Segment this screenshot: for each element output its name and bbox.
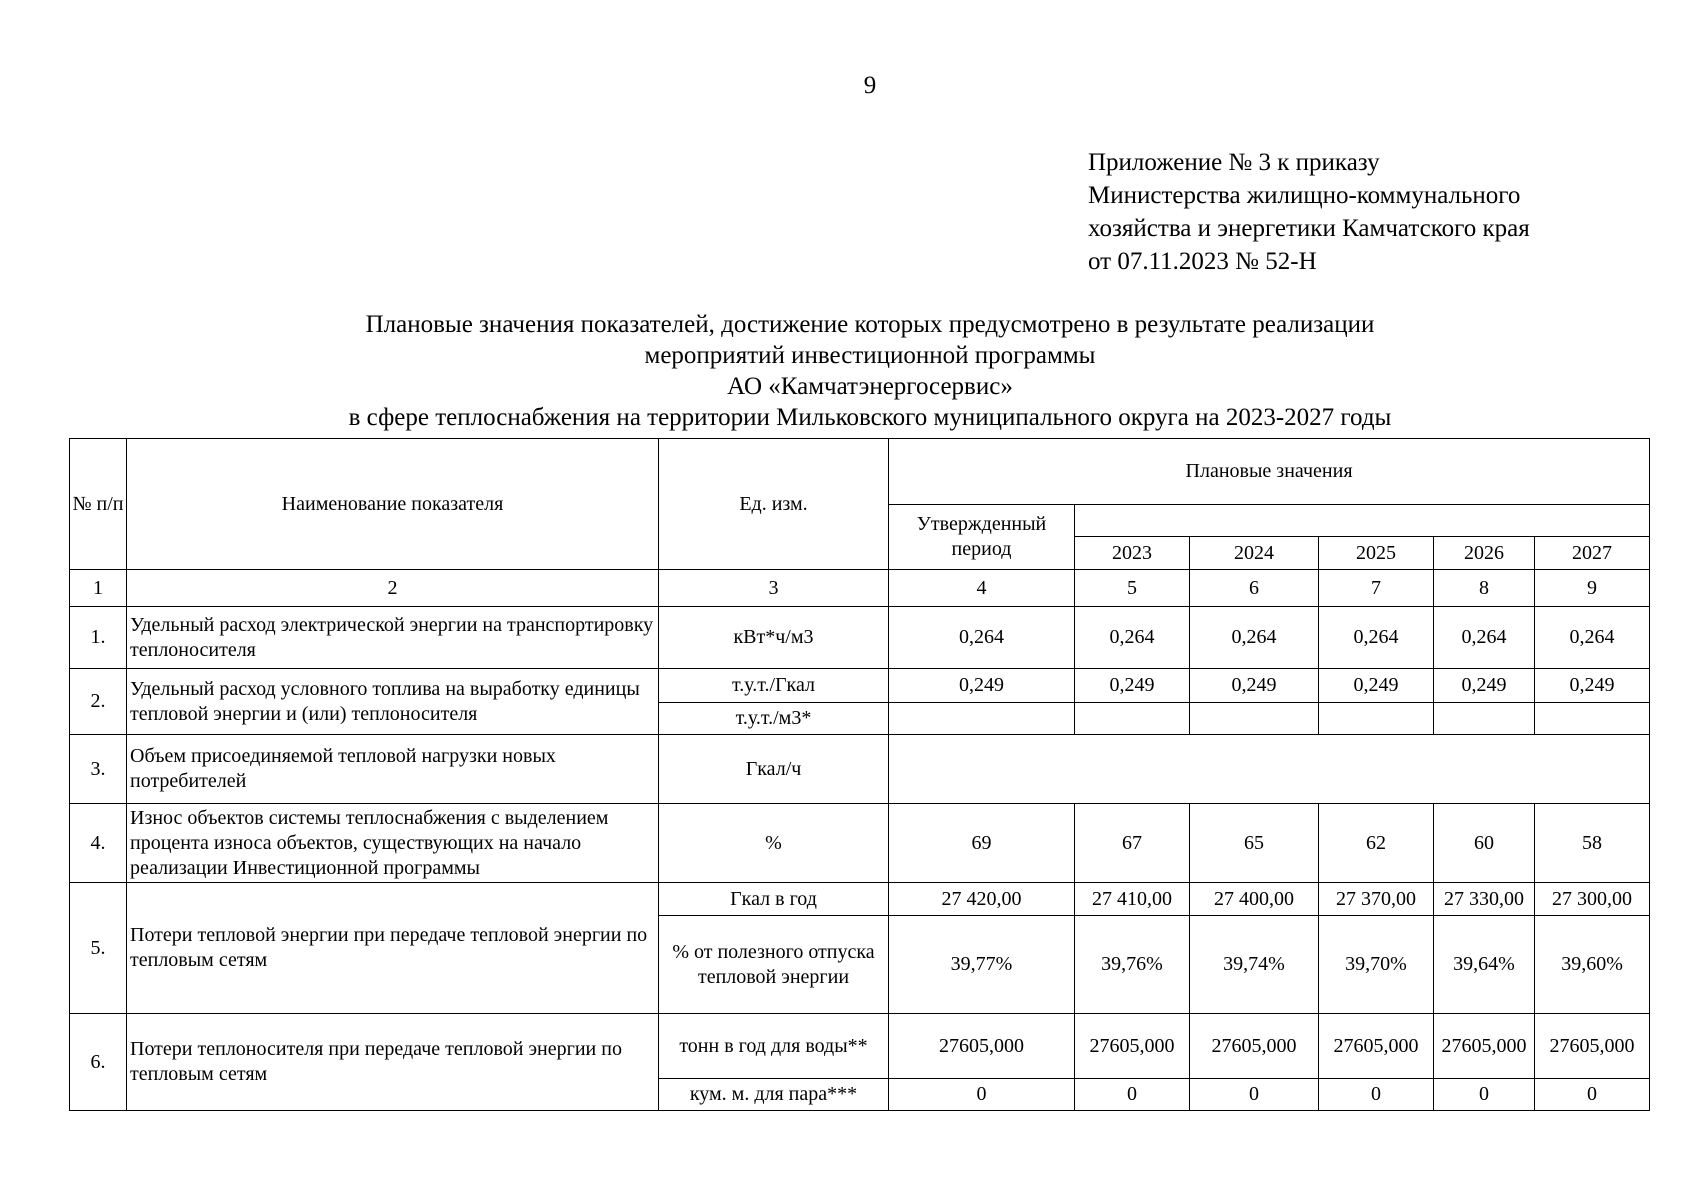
row-value: 0,264 bbox=[1190, 607, 1319, 669]
column-number: 6 bbox=[1190, 570, 1319, 607]
row-unit: % от полезного отпуска тепловой энергии bbox=[659, 916, 889, 1014]
row-value: 0,264 bbox=[1535, 607, 1650, 669]
row-value bbox=[889, 703, 1075, 735]
row-value: 0,264 bbox=[1319, 607, 1434, 669]
appendix-reference bbox=[1088, 146, 1530, 278]
row-value: 39,74% bbox=[1190, 916, 1319, 1014]
table-row bbox=[70, 804, 1650, 883]
title-line: мероприятий инвестиционной программы bbox=[644, 342, 1096, 369]
row-value: 0,249 bbox=[889, 669, 1075, 703]
header-year: 2023 bbox=[1075, 537, 1190, 570]
appendix-line: хозяйства и энергетики Камчатского края bbox=[1088, 215, 1530, 242]
row-value bbox=[1535, 703, 1650, 735]
appendix-line: Министерства жилищно-коммунального bbox=[1088, 182, 1521, 209]
row-name: Объем присоединяемой тепловой нагрузки новых потребителей bbox=[127, 735, 659, 804]
row-value: 27 400,00 bbox=[1190, 883, 1319, 916]
header-row bbox=[70, 439, 1650, 505]
row-value bbox=[1075, 703, 1190, 735]
title-line: АО «Камчатэнергосервис» bbox=[727, 373, 1013, 400]
table-row bbox=[70, 669, 1650, 703]
column-number-row bbox=[70, 570, 1650, 607]
row-num: 6. bbox=[70, 1014, 127, 1111]
row-value: 27605,000 bbox=[889, 1014, 1075, 1079]
header-name: Наименование показателя bbox=[127, 439, 659, 570]
row-num: 3. bbox=[70, 735, 127, 804]
row-value: 27 420,00 bbox=[889, 883, 1075, 916]
row-value: 27 300,00 bbox=[1535, 883, 1650, 916]
header-approved-period: Утвержденный период bbox=[889, 505, 1075, 570]
row-value: 39,64% bbox=[1434, 916, 1535, 1014]
row-value: 0,249 bbox=[1190, 669, 1319, 703]
document-title bbox=[0, 309, 1698, 433]
row-value: 0 bbox=[1190, 1079, 1319, 1111]
row-unit: кВт*ч/м3 bbox=[659, 607, 889, 669]
row-value: 39,70% bbox=[1319, 916, 1434, 1014]
row-value: 27 370,00 bbox=[1319, 883, 1434, 916]
row-value bbox=[1319, 703, 1434, 735]
header-year: 2026 bbox=[1434, 537, 1535, 570]
column-number: 9 bbox=[1535, 570, 1650, 607]
row-num: 4. bbox=[70, 804, 127, 883]
row-value: 27605,000 bbox=[1190, 1014, 1319, 1079]
row-unit: тонн в год для воды** bbox=[659, 1014, 889, 1079]
row-value bbox=[1190, 703, 1319, 735]
row-value: 0 bbox=[889, 1079, 1075, 1111]
row-value: 69 bbox=[889, 804, 1075, 883]
row-unit: т.у.т./Гкал bbox=[659, 669, 889, 703]
title-line: в сфере теплоснабжения на территории Мильковского муниципального округа на 2023-2027 годы bbox=[348, 404, 1392, 431]
page-number: 9 bbox=[863, 72, 877, 99]
row-value: 0,264 bbox=[889, 607, 1075, 669]
row-value: 27605,000 bbox=[1434, 1014, 1535, 1079]
column-number: 2 bbox=[127, 570, 659, 607]
header-year: 2024 bbox=[1190, 537, 1319, 570]
header-year: 2027 bbox=[1535, 537, 1650, 570]
row-name: Удельный расход электрической энергии на транспортировку теплоносителя bbox=[127, 607, 659, 669]
appendix-line: от 07.11.2023 № 52-Н bbox=[1088, 248, 1317, 275]
row-unit: % bbox=[659, 804, 889, 883]
row-num: 2. bbox=[70, 669, 127, 735]
row-value: 67 bbox=[1075, 804, 1190, 883]
row-name: Удельный расход условного топлива на выработку единицы тепловой энергии и (или) теплоносителя bbox=[127, 669, 659, 735]
row-value: 62 bbox=[1319, 804, 1434, 883]
column-number: 8 bbox=[1434, 570, 1535, 607]
row-name: Потери теплоносителя при передаче тепловой энергии по тепловым сетям bbox=[127, 1014, 659, 1111]
header-unit: Ед. изм. bbox=[659, 439, 889, 570]
row-value: 0,249 bbox=[1535, 669, 1650, 703]
appendix-line: Приложение № 3 к приказу bbox=[1088, 149, 1380, 176]
row-value: 0,264 bbox=[1434, 607, 1535, 669]
row-value: 0 bbox=[1319, 1079, 1434, 1111]
row-value: 0 bbox=[1535, 1079, 1650, 1111]
table-row bbox=[70, 883, 1650, 916]
column-number: 4 bbox=[889, 570, 1075, 607]
header-num: № п/п bbox=[70, 439, 127, 570]
row-unit: т.у.т./м3* bbox=[659, 703, 889, 735]
row-unit: Гкал в год bbox=[659, 883, 889, 916]
row-value: 39,60% bbox=[1535, 916, 1650, 1014]
row-value: 27605,000 bbox=[1535, 1014, 1650, 1079]
title-line: Плановые значения показателей, достижение которых предусмотрено в результате реализации bbox=[365, 311, 1375, 338]
row-value: 0 bbox=[1434, 1079, 1535, 1111]
table-row bbox=[70, 735, 1650, 804]
row-value-empty bbox=[889, 735, 1650, 804]
column-number: 1 bbox=[70, 570, 127, 607]
row-value: 27 330,00 bbox=[1434, 883, 1535, 916]
row-value: 0,264 bbox=[1075, 607, 1190, 669]
column-number: 7 bbox=[1319, 570, 1434, 607]
row-value: 0,249 bbox=[1075, 669, 1190, 703]
row-value: 27605,000 bbox=[1075, 1014, 1190, 1079]
row-value: 0 bbox=[1075, 1079, 1190, 1111]
row-value: 65 bbox=[1190, 804, 1319, 883]
row-value: 60 bbox=[1434, 804, 1535, 883]
row-value: 27605,000 bbox=[1319, 1014, 1434, 1079]
row-value: 39,77% bbox=[889, 916, 1075, 1014]
table-row bbox=[70, 1014, 1650, 1079]
row-value: 0,249 bbox=[1434, 669, 1535, 703]
column-number: 3 bbox=[659, 570, 889, 607]
row-unit: Гкал/ч bbox=[659, 735, 889, 804]
row-num: 5. bbox=[70, 883, 127, 1014]
row-value bbox=[1434, 703, 1535, 735]
row-value: 39,76% bbox=[1075, 916, 1190, 1014]
row-num: 1. bbox=[70, 607, 127, 669]
column-number: 5 bbox=[1075, 570, 1190, 607]
row-unit: кум. м. для пара*** bbox=[659, 1079, 889, 1111]
header-planned: Плановые значения bbox=[889, 439, 1650, 505]
row-value: 27 410,00 bbox=[1075, 883, 1190, 916]
row-value: 0,249 bbox=[1319, 669, 1434, 703]
header-years-span bbox=[1075, 505, 1650, 537]
row-name: Потери тепловой энергии при передаче тепловой энергии по тепловым сетям bbox=[127, 883, 659, 1014]
row-value: 58 bbox=[1535, 804, 1650, 883]
header-year: 2025 bbox=[1319, 537, 1434, 570]
table-row bbox=[70, 607, 1650, 669]
row-name: Износ объектов системы теплоснабжения с выделением процента износа объектов, существующих на начало реализации Инвестиционной программы bbox=[127, 804, 659, 883]
table-body bbox=[70, 439, 1650, 1111]
indicators-table bbox=[69, 438, 1650, 1111]
